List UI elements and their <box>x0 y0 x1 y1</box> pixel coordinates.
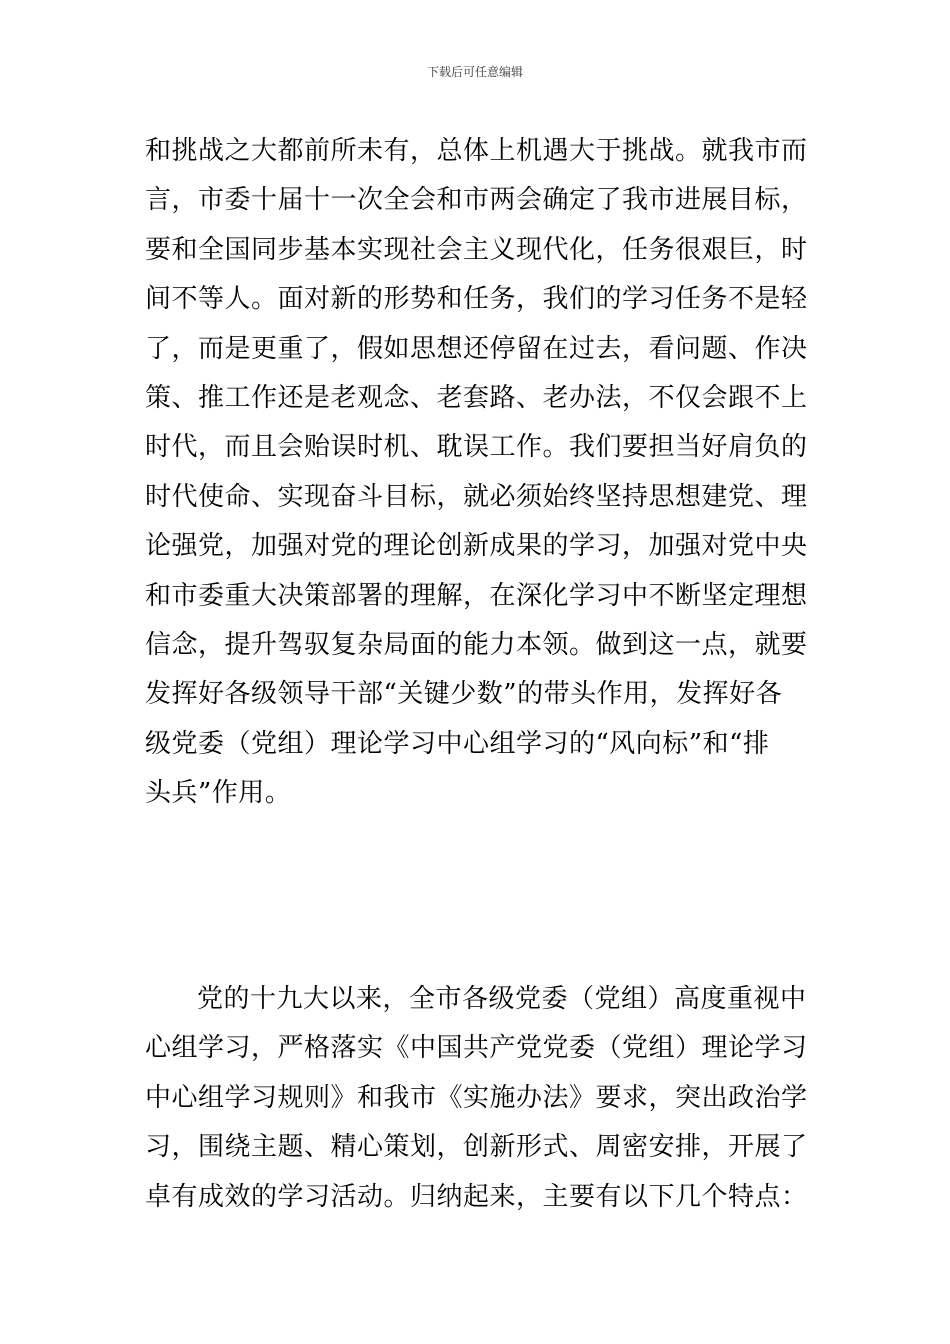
page-header-note: 下载后可任意编辑 <box>426 65 523 79</box>
text-line: 言，市委十届十一次全会和市两会确定了我市进展目标， <box>145 185 808 216</box>
paragraph-2 <box>145 975 815 1222</box>
text-line: 和挑战之大都前所未有，总体上机遇大于挑战。就我市而 <box>145 136 808 166</box>
text-line: 心组学习，严格落实《中国共产党党委（党组）理论学习 <box>145 1033 808 1064</box>
text-line: 头兵”作用。 <box>145 778 292 809</box>
text-line: 要和全国同步基本实现社会主义现代化，任务很艰巨，时 <box>145 234 808 265</box>
text-line: 卓有成效的学习活动。归纳起来，主要有以下几个特点： <box>145 1181 808 1212</box>
text-line: 党的十九大以来，全市各级党委（党组）高度重视中 <box>197 984 807 1014</box>
text-line: 中心组学习规则》和我市《实施办法》要求，突出政治学 <box>145 1082 808 1113</box>
text-line: 级党委（党组）理论学习中心组学习的“风向标”和“排 <box>145 728 770 759</box>
text-line: 习，围绕主题、精心策划，创新形式、周密安排，开展了 <box>145 1132 808 1163</box>
text-line: 和市委重大决策部署的理解，在深化学习中不断坚定理想 <box>145 580 808 611</box>
text-line: 发挥好各级领导干部“关键少数”的带头作用，发挥好各 <box>145 679 783 710</box>
text-line: 时代使命、实现奋斗目标，就必须始终坚持思想建党、理 <box>145 481 808 512</box>
text-line: 论强党，加强对党的理论创新成果的学习，加强对党中央 <box>145 531 808 562</box>
text-line: 间不等人。面对新的形势和任务，我们的学习任务不是轻 <box>145 284 808 315</box>
text-line: 策、推工作还是老观念、老套路、老办法，不仅会跟不上 <box>145 382 808 413</box>
text-line: 了，而是更重了，假如思想还停留在过去，看问题、作决 <box>145 333 808 364</box>
paragraph-1 <box>145 127 815 818</box>
text-line: 信念，提升驾驭复杂局面的能力本领。做到这一点，就要 <box>145 629 808 660</box>
text-line: 时代，而且会贻误时机、耽误工作。我们要担当好肩负的 <box>145 432 808 463</box>
